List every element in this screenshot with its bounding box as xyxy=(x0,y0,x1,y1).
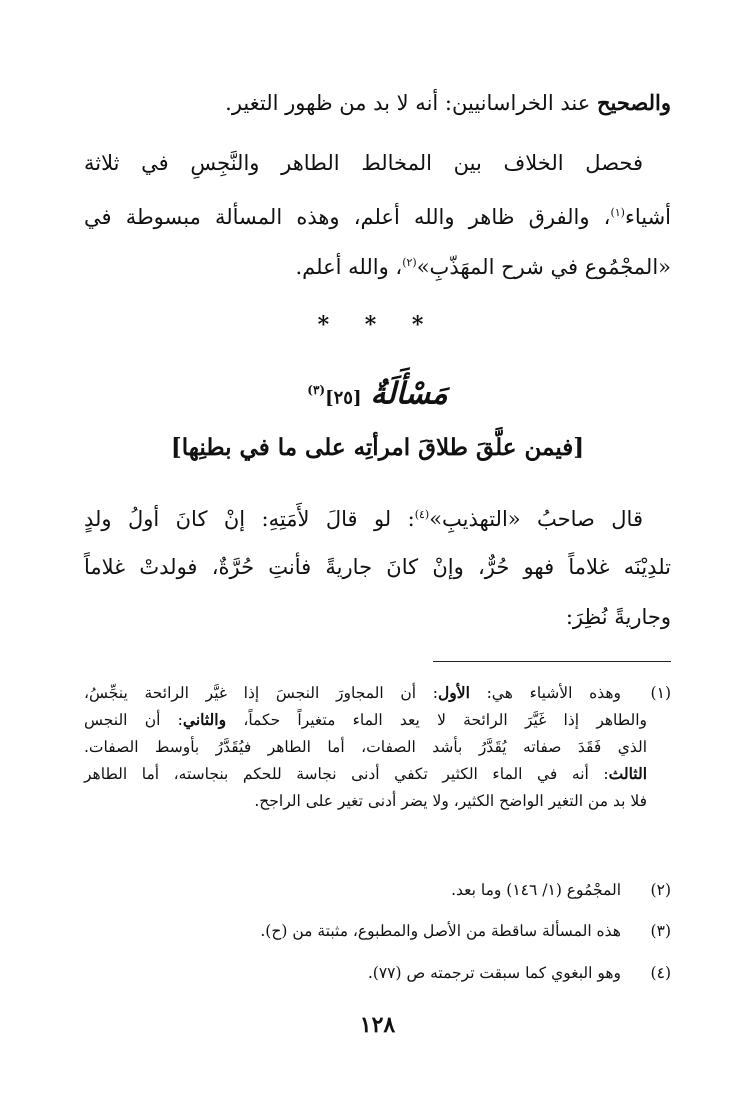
footnote-text: الذي فَقَدَ صفاته يُقَدَّرُ بأشد الصفات، أما الطاهر فيُقَدَّرُ بأوسط الصفات. xyxy=(84,738,647,756)
book-title: «المجْمُوع في شرح المهَذّبِ» xyxy=(416,255,671,279)
footnote-text: والطاهر إذا غَيَّرَ الرائحة لا يعد الماء متغيراً حكماً، xyxy=(226,711,647,729)
footnote-ref: (٢) xyxy=(402,256,417,269)
footnote-bold: الثالث xyxy=(608,764,647,783)
body-line-4 xyxy=(84,248,671,282)
footnote-bold: والثاني xyxy=(182,710,227,729)
footnote-line xyxy=(84,761,647,787)
footnote-text: فلا بد من التغير الواضح الكثير، ولا يضر أدنى تغير على الراجح. xyxy=(254,792,647,810)
footnote-4 xyxy=(84,960,671,986)
footnote-line xyxy=(84,734,647,760)
body-text: ، والله أعلم. xyxy=(295,255,403,279)
footnote-text: المجْمُوع (١/ ١٤٦) وما بعد. xyxy=(451,881,621,899)
footnote-text: : أنه في الماء الكثير تكفي أدنى نجاسة للحكم بنجاسته، أما الطاهر xyxy=(84,765,609,783)
body-text: ، والفرق ظاهر والله أعلم، وهذه المسألة مبسوطة في xyxy=(84,205,611,229)
body-line-7 xyxy=(84,602,671,632)
section-heading: [فيمن علَّقَ طلاقَ امرأتِه على ما في بطنِها] xyxy=(170,434,585,461)
masala-number: [٢٥] xyxy=(325,387,362,409)
footnote-ref: (٣) xyxy=(307,383,326,397)
masala-title xyxy=(84,372,671,417)
masala-word: مَسْأَلَةٌ xyxy=(370,376,448,412)
footnote-text: وهو البغوي كما سبقت ترجمته ص (٧٧). xyxy=(367,964,621,982)
body-line-3 xyxy=(84,198,671,232)
footnote-text: هذه المسألة ساقطة من الأصل والمطبوع، مثبتة من (ح). xyxy=(260,922,621,940)
body-text: : لو قالَ لأَمَتِهِ: إنْ كانَ أولُ ولدٍ xyxy=(84,507,415,531)
footnote-number: (١) xyxy=(650,684,671,702)
footnote-number: (٣) xyxy=(650,922,671,940)
body-line-5 xyxy=(84,500,643,534)
footnote-bold: الأول xyxy=(437,683,470,702)
footnote-line xyxy=(84,707,647,733)
body-text: وجاريةً نُظِرَ: xyxy=(565,605,671,629)
footnote-number: (٤) xyxy=(650,964,671,982)
footnote-text: وهذه الأشياء هي: xyxy=(469,684,621,702)
footnote-rule xyxy=(433,661,671,662)
footnote-line xyxy=(84,680,621,706)
body-line-2 xyxy=(84,148,643,178)
body-text: فحصل الخلاف بين المخالط الطاهر والنَّجِسِ في ثلاثة xyxy=(84,151,643,175)
footnote-3 xyxy=(84,918,671,944)
body-line-6 xyxy=(84,552,671,582)
footnote-ref: (١) xyxy=(610,206,625,219)
page-number: ١٢٨ xyxy=(359,1012,396,1038)
footnote-ref: (٤) xyxy=(414,508,430,521)
footnote-line xyxy=(84,788,647,814)
footnote-1 xyxy=(84,680,671,815)
book-page xyxy=(84,0,671,1113)
body-text: أشياء xyxy=(624,205,671,229)
body-line-1 xyxy=(84,88,671,118)
footnote-text: : أن النجس xyxy=(84,711,183,729)
body-text: تلدِيْنَه غلاماً فهو حُرٌّ، وإنْ كانَ جاريةً فأنتِ حُرَّةٌ، فولدتْ غلاماً xyxy=(84,555,671,579)
footnote-2 xyxy=(84,877,671,903)
footnote-text: : أن المجاورَ النجسَ إذا غيَّر الرائحة ينجِّسُ، xyxy=(84,684,438,702)
footnote-number: (٢) xyxy=(650,881,671,899)
bold-term: والصحيح xyxy=(596,90,671,115)
body-text: قال صاحبُ «التهذيبِ» xyxy=(429,507,643,531)
section-separator: * * * xyxy=(317,312,438,338)
body-text: عند الخراسانيين: أنه لا بد من ظهور التغير. xyxy=(225,91,597,115)
